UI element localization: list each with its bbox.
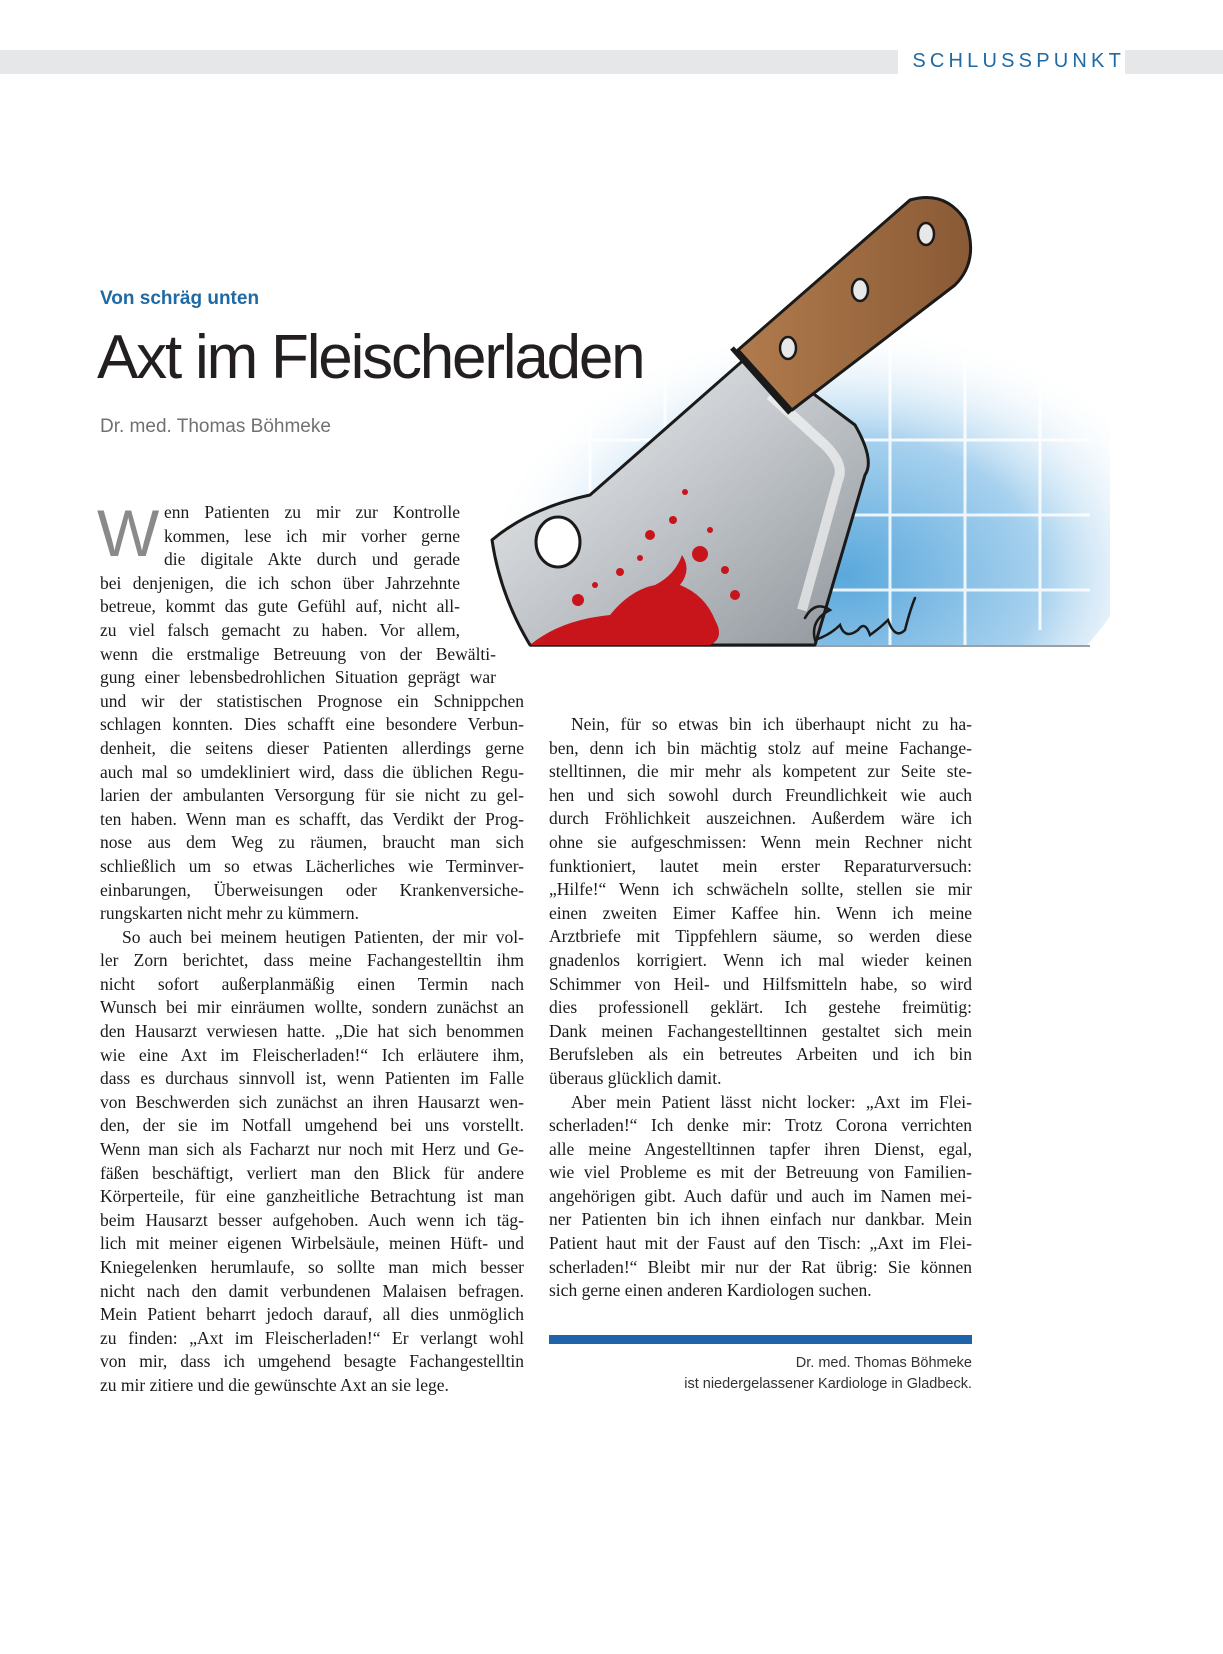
text-line: scherladen!“ Bleibt mir nur der Rat übrig: Sie können — [549, 1256, 972, 1277]
text-line: Berufsleben als ein betreutes Arbeiten und ich bin — [549, 1044, 972, 1065]
text-line: beim Hausarzt besser aufgehoben. Auch wenn ich täg- — [100, 1209, 524, 1230]
bio-role: ist niedergelassener Kardiologe in Gladbeck. — [684, 1376, 972, 1392]
text-line: Wenn man sich als Facharzt nur noch mit Herz und Ge- — [100, 1139, 524, 1160]
text-line: denheit, die seitens dieser Patienten allerdings gerne — [100, 737, 524, 758]
text-line: den Hausarzt verwiesen hatte. „Die hat sich benommen — [100, 1021, 524, 1042]
text-line: wenn die erstmalige Betreuung von der Bewälti- — [100, 643, 496, 664]
text-line: larien der ambulanten Versorgung für sie nicht zu gel- — [100, 785, 524, 806]
text-line: Nein, für so etwas bin ich überhaupt nicht zu ha- — [571, 714, 972, 734]
article-author: Dr. med. Thomas Böhmeke — [100, 416, 331, 437]
text-line: bei denjenigen, die ich schon über Jahrzehnte — [100, 572, 460, 593]
text-line: nicht nach den damit verbundenen Malaisen befragen. — [100, 1280, 524, 1301]
cleaver-illustration — [470, 190, 1110, 700]
text-line: ten haben. Wenn man es schafft, das Verdikt der Prog- — [100, 808, 524, 829]
text-line: ohne sie aufgeschmissen: Wenn mein Rechner nicht — [549, 831, 972, 852]
text-line: dass es durchaus sinnvoll ist, wenn Patienten im Falle — [100, 1068, 524, 1089]
text-line: gung einer lebensbedrohlichen Situation geprägt war — [100, 667, 496, 688]
text-line: hen und sich sowohl durch Freundlichkeit wie auch — [549, 784, 972, 805]
text-line: Körperteile, für eine ganzheitliche Betrachtung ist man — [100, 1186, 524, 1207]
text-line: enn Patienten zu mir zur Kontrolle — [164, 502, 460, 522]
text-line: Schimmer von Heil- und Hilfsmitteln habe, so wird — [549, 973, 972, 994]
text-line: scherladen!“ Ich denke mir: Trotz Corona verrichten — [549, 1115, 972, 1136]
text-line: angehörigen gibt. Auch dafür und auch im Namen mei- — [549, 1185, 972, 1206]
text-line: Dank meinen Fachangestelltinnen gestaltet sich mein — [549, 1020, 972, 1041]
text-line: Mein Patient beharrt jedoch darauf, all dies unmöglich — [100, 1304, 524, 1325]
text-line: funktioniert, lautet mein erster Reparaturversuch: — [549, 855, 972, 876]
text-line: nose aus dem Weg zu räumen, braucht man sich — [100, 832, 524, 853]
text-line: einbarungen, Überweisungen oder Krankenversiche- — [100, 879, 524, 900]
text-line: Kniegelenken herumlaufe, so sollte man mich besser — [100, 1257, 524, 1277]
text-line: sich gerne einen anderen Kardiologen suchen. — [549, 1280, 872, 1301]
article-column-left — [100, 501, 524, 1398]
text-line: stelltinnen, die mir mehr als kompetent zur Seite ste- — [549, 761, 972, 782]
section-label: SCHLUSSPUNKT — [898, 48, 1125, 74]
article-kicker: Von schräg unten — [100, 288, 260, 309]
text-line: wie viel Probleme es mit der Betreuung von Familien- — [549, 1162, 972, 1183]
text-line: ler Zorn berichtet, dass meine Fachangestelltin ihm — [100, 950, 524, 971]
text-line: Patient haut mit der Faust auf den Tisch: „Axt im Flei- — [549, 1233, 972, 1254]
text-line: fäßen beschäftigt, verliert man den Blick für andere — [100, 1162, 524, 1183]
text-line: zu viel falsch gemacht zu haben. Vor allem, — [100, 619, 460, 640]
text-line: die digitale Akte durch und gerade — [164, 549, 460, 570]
text-line: nicht sofort außerplanmäßig einen Termin nach — [100, 973, 524, 994]
text-line: Wunsch bei mir einräumen wollte, sondern zunächst an — [100, 997, 524, 1018]
article-title: Axt im Fleischerladen — [97, 323, 644, 392]
text-line: So auch bei meinem heutigen Patienten, der mir vol- — [122, 926, 524, 947]
author-rule — [549, 1335, 972, 1344]
text-line: durch Fröhlichkeit auszeichnen. Außerdem wäre ich — [549, 808, 972, 829]
dropcap: W — [97, 496, 160, 570]
text-line: und wir der statistischen Prognose ein Schnippchen — [100, 690, 524, 711]
text-line: zu mir zitiere und die gewünschte Axt an sie lege. — [100, 1374, 449, 1395]
text-line: auch mal so umdekliniert wird, dass die üblichen Regu- — [100, 761, 524, 782]
text-line: Arztbriefe mit Tippfehlern säume, so werden diese — [549, 926, 972, 947]
author-bio — [684, 1353, 972, 1395]
text-line: rungskarten nicht mehr zu kümmern. — [100, 903, 360, 924]
text-line: überaus glücklich damit. — [549, 1067, 722, 1088]
text-line: dies professionell geklärt. Ich gestehe freimütig: — [549, 997, 972, 1018]
text-line: ben, denn ich bin mächtig stolz auf meine Fachange- — [549, 737, 972, 758]
text-line: zu finden: „Axt im Fleischerladen!“ Er verlangt wohl — [100, 1327, 524, 1348]
text-line: Aber mein Patient lässt nicht locker: „Axt im Flei- — [571, 1091, 972, 1112]
text-line: betreue, kommt das gute Gefühl auf, nicht all- — [100, 596, 460, 617]
text-line: kommen, lese ich mir vorher gerne — [164, 525, 460, 546]
article-column-right — [549, 713, 972, 1303]
text-line: den, der sie im Notfall umgehend bei uns vorstellt. — [100, 1115, 524, 1136]
bio-name: Dr. med. Thomas Böhmeke — [795, 1355, 972, 1371]
text-line: schließlich um so etwas Lächerliches wie Terminver- — [100, 855, 524, 876]
text-line: schlagen konnten. Dies schafft eine besondere Verbun- — [100, 714, 524, 735]
text-line: gnadenlos korrigiert. Wenn ich mal wieder keinen — [549, 949, 972, 970]
text-line: alle meine Angestelltinnen tapfer ihren Dienst, egal, — [549, 1138, 972, 1159]
text-line: wie eine Axt im Fleischerladen!“ Ich erläutere ihm, — [100, 1044, 524, 1065]
text-line: „Hilfe!“ Wenn ich schwächeln sollte, stellen sie mir — [549, 879, 972, 900]
text-line: von Beschwerden sich zunächst an ihren Hausarzt wen- — [100, 1091, 524, 1112]
text-line: ner Patienten bin ich ihnen einfach nur dankbar. Mein — [549, 1209, 972, 1230]
text-line: lich mit meiner eigenen Wirbelsäule, meinen Hüft- und — [100, 1233, 524, 1254]
text-line: einen zweiten Eimer Kaffee hin. Wenn ich meine — [549, 902, 972, 923]
text-line: von mir, dass ich umgehend besagte Fachangestelltin — [100, 1351, 524, 1372]
